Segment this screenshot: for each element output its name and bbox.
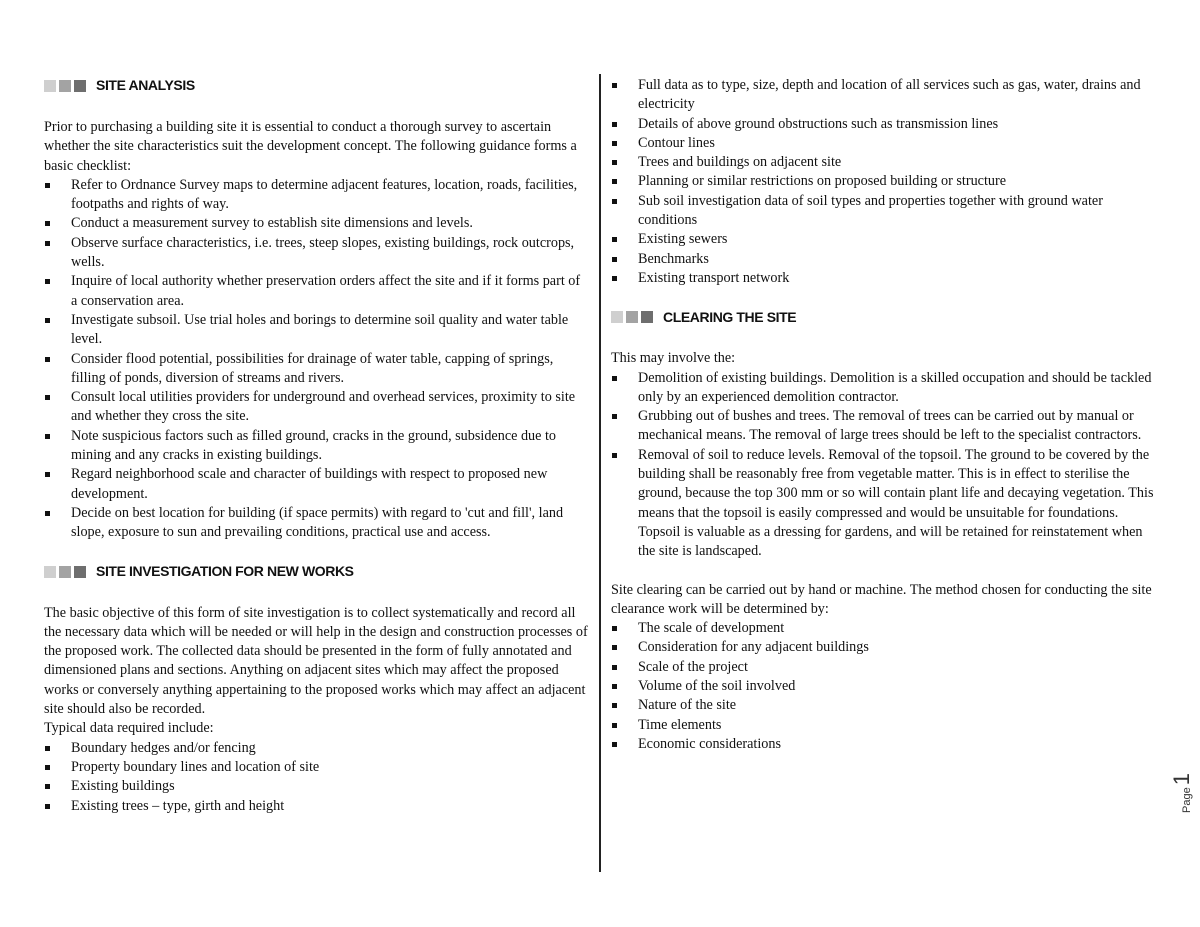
list-item: Benchmarks (611, 250, 1163, 269)
clearing-method-list (611, 619, 1163, 754)
list-item: Planning or similar restrictions on proposed building or structure (611, 172, 1163, 191)
clearing-heading (611, 307, 1163, 327)
list-item: Regard neighborhood scale and character of buildings with respect to proposed new development. (44, 465, 588, 504)
list-item: Existing sewers (611, 230, 1163, 249)
heading-squares-icon (44, 566, 86, 578)
list-item: Volume of the soil involved (611, 677, 1163, 696)
clearing-intro: This may involve the: (611, 350, 736, 367)
clearing-list (611, 369, 1163, 562)
list-item: Removal of soil to reduce levels. Removal of the topsoil. The ground to be covered by the building shall be reasonably free from vegetable matter. This is in effect to sterilise the ground, because the top 300 mm or so will contain plant life and decaying vegetation. This means that the topsoil is easily compressed and would be unsuitable for foundations. Topsoil is valuable as a dressing for gardens, and will be retained for reinstatement when the site is landscaped. (611, 446, 1163, 562)
site-analysis-list (44, 176, 588, 543)
site-investigation-intro: The basic objective of this form of site investigation is to collect systematically and record all the necessary data which will be needed or will help in the design and construction processes of the proposed work. The collected data should be presented in the form of fully annotated and dimensioned plans and sections. Anything on adjacent sites which may affect the proposed works or conversely anything appertaining to the proposed works which may affect an adjacent site should also be recorded. (44, 604, 588, 718)
list-item: Details of above ground obstructions such as transmission lines (611, 115, 1163, 134)
list-item: Existing trees – type, girth and height (44, 797, 588, 816)
site-investigation-lead: Typical data required include: (44, 720, 214, 737)
list-item: Nature of the site (611, 696, 1163, 715)
list-item: Property boundary lines and location of site (44, 758, 588, 777)
list-item: Existing transport network (611, 269, 1163, 288)
site-investigation-title: SITE INVESTIGATION FOR NEW WORKS (96, 562, 354, 579)
page-label: Page (1181, 787, 1193, 813)
list-item: Refer to Ordnance Survey maps to determine adjacent features, location, roads, facilities, footpaths and rights of way. (44, 176, 588, 215)
clearing-title: CLEARING THE SITE (663, 308, 797, 325)
list-item: Decide on best location for building (if space permits) with regard to 'cut and fill', land slope, exposure to sun and prevailing conditions, practical use and access. (44, 504, 588, 543)
list-item: Note suspicious factors such as filled ground, cracks in the ground, subsidence due to mining and any cracks in existing buildings. (44, 427, 588, 466)
page-number (1163, 753, 1193, 813)
site-investigation-list (44, 739, 588, 816)
site-investigation-heading (44, 562, 588, 582)
heading-squares-icon (44, 80, 86, 92)
list-item: Contour lines (611, 134, 1163, 153)
list-item: Inquire of local authority whether preservation orders affect the site and if it forms part of a conservation area. (44, 272, 588, 311)
list-item: Full data as to type, size, depth and location of all services such as gas, water, drains and electricity (611, 76, 1163, 115)
list-item: Sub soil investigation data of soil types and properties together with ground water conditions (611, 192, 1163, 231)
list-item: Investigate subsoil. Use trial holes and borings to determine soil quality and water table level. (44, 311, 588, 350)
page-digit: 1 (1169, 773, 1194, 786)
site-investigation-list-continued (611, 76, 1163, 288)
column-divider (599, 74, 601, 872)
list-item: Conduct a measurement survey to establish site dimensions and levels. (44, 214, 588, 233)
list-item: Consider flood potential, possibilities for drainage of water table, capping of springs, filling of ponds, diversion of streams and rivers. (44, 350, 588, 389)
list-item: Demolition of existing buildings. Demolition is a skilled occupation and should be tackled only by an experienced demolition contractor. (611, 369, 1163, 408)
list-item: Consideration for any adjacent buildings (611, 638, 1163, 657)
list-item: Existing buildings (44, 777, 588, 796)
list-item: Time elements (611, 716, 1163, 735)
list-item: Boundary hedges and/or fencing (44, 739, 588, 758)
list-item: Trees and buildings on adjacent site (611, 153, 1163, 172)
list-item: The scale of development (611, 619, 1163, 638)
left-column (44, 76, 588, 816)
list-item: Observe surface characteristics, i.e. trees, steep slopes, existing buildings, rock outcrops, wells. (44, 234, 588, 273)
right-column (611, 76, 1163, 754)
heading-squares-icon (611, 311, 653, 323)
list-item: Economic considerations (611, 735, 1163, 754)
site-analysis-heading (44, 76, 588, 96)
site-analysis-title: SITE ANALYSIS (96, 77, 195, 94)
list-item: Consult local utilities providers for underground and overhead services, proximity to site and whether they cross the site. (44, 388, 588, 427)
site-analysis-intro: Prior to purchasing a building site it is essential to conduct a thorough survey to ascertain whether the site characteristics suit the development concept. The following guidance forms a basic checklist: (44, 119, 577, 174)
clearing-method-intro: Site clearing can be carried out by hand or machine. The method chosen for conducting the site clearance work will be determined by: (611, 581, 1152, 617)
list-item: Scale of the project (611, 658, 1163, 677)
list-item: Grubbing out of bushes and trees. The removal of trees can be carried out by manual or mechanical means. The removal of large trees should be left to the specialist contractors. (611, 407, 1163, 446)
